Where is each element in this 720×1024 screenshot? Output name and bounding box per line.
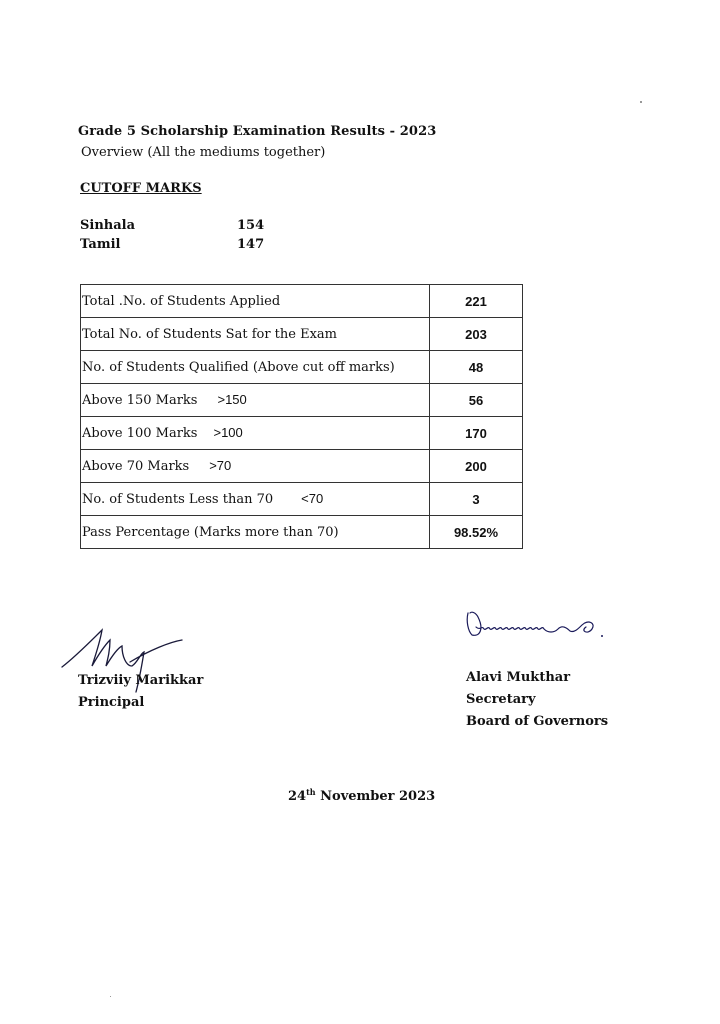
row-value: 203 [430,318,523,351]
row-label: Above 150 Marks >150 [81,384,430,417]
results-table [80,284,523,549]
cutoff-heading: CUTOFF MARKS [80,181,202,196]
secretary-role: Secretary [466,692,536,707]
row-label: No. of Students Qualified (Above cut off marks) [81,351,430,384]
row-value: 56 [430,384,523,417]
scan-speck [110,996,111,997]
row-label: Pass Percentage (Marks more than 70) [81,516,430,549]
row-label: Above 70 Marks >70 [81,450,430,483]
table-row [81,483,523,516]
table-row [81,351,523,384]
table-row [81,417,523,450]
row-value: 48 [430,351,523,384]
table-row [81,516,523,549]
row-label: Total No. of Students Sat for the Exam [81,318,430,351]
principal-role: Principal [78,695,145,710]
scan-speck [640,101,642,103]
cutoff-value: 147 [237,237,265,252]
row-value: 221 [430,285,523,318]
table-row [81,384,523,417]
threshold-symbol: <70 [301,491,324,506]
threshold-symbol: >150 [217,392,247,407]
table-row [81,450,523,483]
secretary-name: Alavi Mukthar [466,670,571,685]
document-subtitle: Overview (All the mediums together) [81,145,326,160]
row-value: 3 [430,483,523,516]
secretary-block [466,667,608,733]
principal-name: Trizviiy Marikkar [78,673,204,688]
row-label: Above 100 Marks >100 [81,417,430,450]
cutoff-row-sinhala [80,218,280,236]
secretary-signature [462,603,612,648]
document-title: Grade 5 Scholarship Examination Results - 2023 [78,124,437,139]
secretary-board: Board of Governors [466,714,609,729]
table-row [81,285,523,318]
cutoff-label: Tamil [80,237,121,252]
row-label: Total .No. of Students Applied [81,285,430,318]
principal-block [78,670,203,714]
row-value: 170 [430,417,523,450]
cutoff-row-tamil [80,237,280,255]
threshold-symbol: >100 [213,425,243,440]
row-value: 200 [430,450,523,483]
document-date: 24th November 2023 [288,787,436,804]
cutoff-label: Sinhala [80,218,136,233]
cutoff-value: 154 [237,218,265,233]
table-row [81,318,523,351]
row-value: 98.52% [430,516,523,549]
row-label: No. of Students Less than 70 <70 [81,483,430,516]
threshold-symbol: >70 [209,458,232,473]
